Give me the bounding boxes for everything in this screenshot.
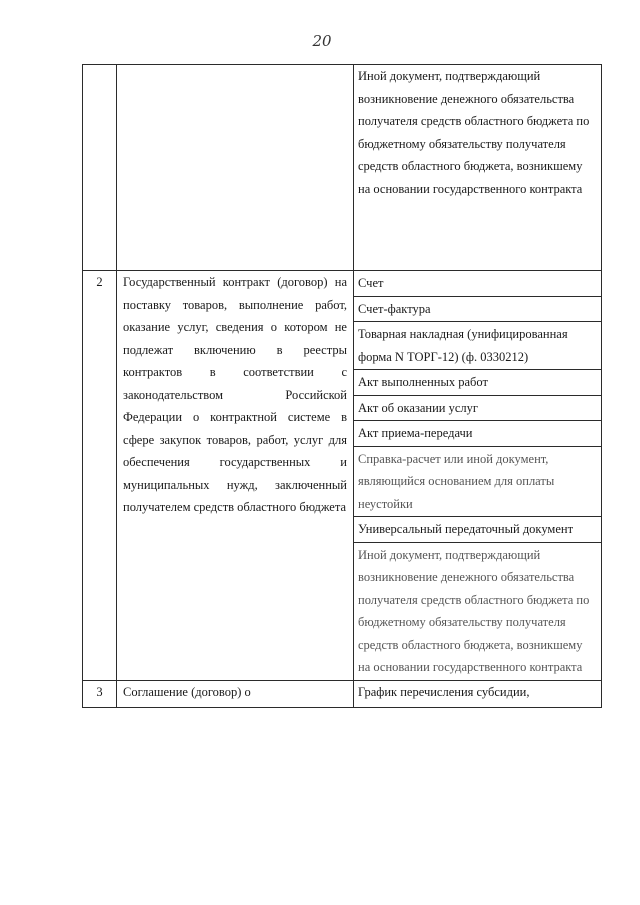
table-row [83, 680, 602, 707]
document-item: Акт приема-передачи [354, 421, 601, 447]
document-item: Универсальный передаточный документ [354, 517, 601, 543]
document-item: Иной документ, подтверждающий возникновение денежного обязательства получателя средств областного бюджета по бюджетному обязательству получателя средств областного бюджета, возникшему на основании государственного контракта [358, 547, 590, 674]
document-item: Справка-расчет или иной документ, являющийся основанием для оплаты неустойки [354, 447, 601, 518]
documents-table [82, 64, 602, 708]
contract-cell: Соглашение (договор) о [117, 680, 354, 707]
document-item: Счет [354, 271, 601, 297]
table-row [83, 271, 602, 681]
contract-cell [117, 65, 354, 271]
contract-cell: Государственный контракт (договор) на поставку товаров, выполнение работ, оказание услуг, сведения о котором не подлежат включению в реестры контрактов в соответствии с законодательством Российской Федерации о контрактной системе в сфере закупок товаров, работ, услуг для обеспечения государственных и муниципальных нужд, заключенный получателем средств областного бюджета [117, 271, 354, 681]
document-item: Счет-фактура [354, 297, 601, 323]
document-cell: Иной документ, подтверждающий возникновение денежного обязательства получателя средств областного бюджета по бюджетному обязательству получателя средств областного бюджета, возникшему на основании государственного контракта [354, 65, 602, 271]
document-cell: График перечисления субсидии, [354, 680, 602, 707]
page-number: 20 [312, 32, 332, 50]
table-row [83, 65, 602, 271]
document-item: Товарная накладная (унифицированная форма N ТОРГ-12) (ф. 0330212) [354, 322, 601, 370]
documents-list [354, 271, 602, 681]
document-item: Акт об оказании услуг [354, 396, 601, 422]
row-number: 2 [83, 271, 117, 681]
row-number: 3 [83, 680, 117, 707]
document-item: Акт выполненных работ [354, 370, 601, 396]
row-number [83, 65, 117, 271]
